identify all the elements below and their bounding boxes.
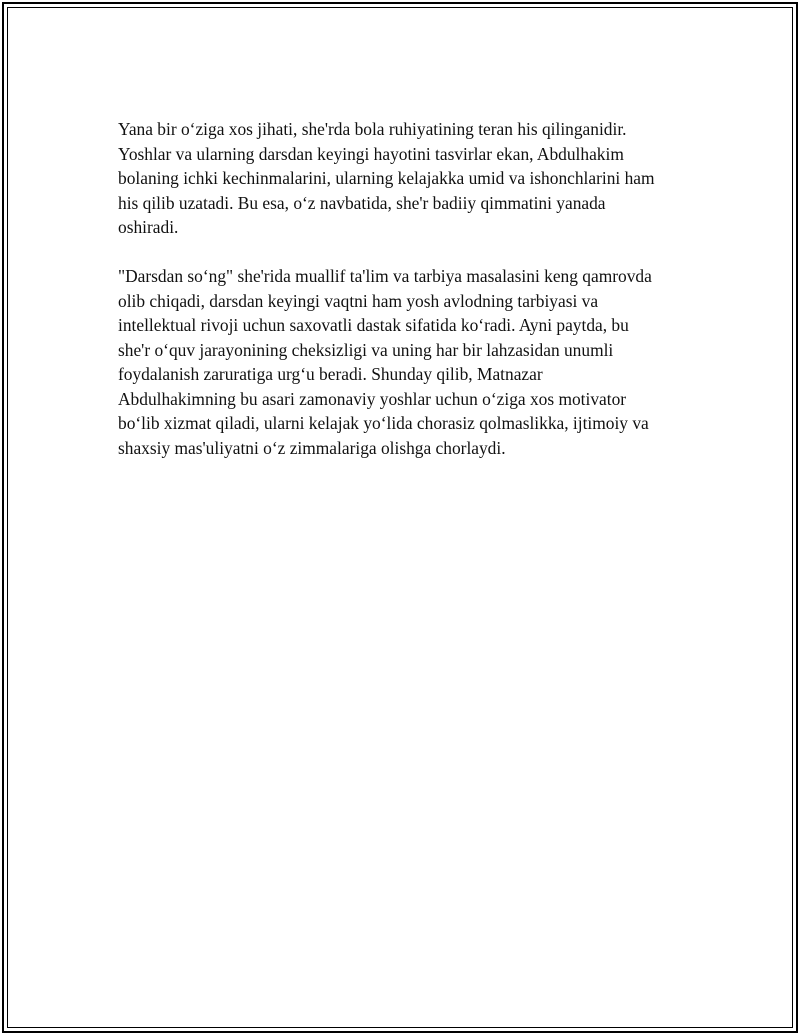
text-line: she'r o‘quv jarayonining cheksizligi va uning har bir lahzasidan unumli [118, 339, 614, 360]
text-line: oshiradi. [118, 217, 179, 237]
text-line: shaxsiy mas'uliyatni o‘z zimmalariga olishga chorlaydi. [118, 437, 506, 458]
text-line: Abdulhakimning bu asari zamonaviy yoshlar uchun o‘ziga xos motivator [118, 388, 627, 409]
text-line: foydalanish zaruratiga urg‘u beradi. Shunday qilib, Matnazar [118, 364, 543, 384]
text-line: Yoshlar va ularning darsdan keyingi hayotini tasvirlar ekan, Abdulhakim [118, 143, 624, 164]
text-line: olib chiqadi, darsdan keyingi vaqtni ham yosh avlodning tarbiyasi va [118, 290, 599, 311]
text-line: his qilib uzatadi. Bu esa, o‘z navbatida, she'r badiiy qimmatini yanada [118, 192, 606, 213]
text-line: "Darsdan so‘ng" she'rida muallif ta'lim va tarbiya masalasini keng qamrovda [118, 266, 652, 286]
text-line: Yana bir o‘ziga xos jihati, she'rda bola ruhiyatining teran his qilinganidir. [118, 119, 627, 139]
document-body [118, 117, 698, 460]
paragraph-2 [118, 264, 698, 460]
text-line: bo‘lib xizmat qiladi, ularni kelajak yo‘lida chorasiz qolmaslikka, ijtimoiy va [118, 413, 649, 433]
text-line: intellektual rivoji uchun saxovatli dastak sifatida ko‘radi. Ayni paytda, bu [118, 315, 629, 335]
text-line: bolaning ichki kechinmalarini, ularning kelajakka umid va ishonchlarini ham [118, 168, 655, 188]
paragraph-1 [118, 117, 698, 240]
